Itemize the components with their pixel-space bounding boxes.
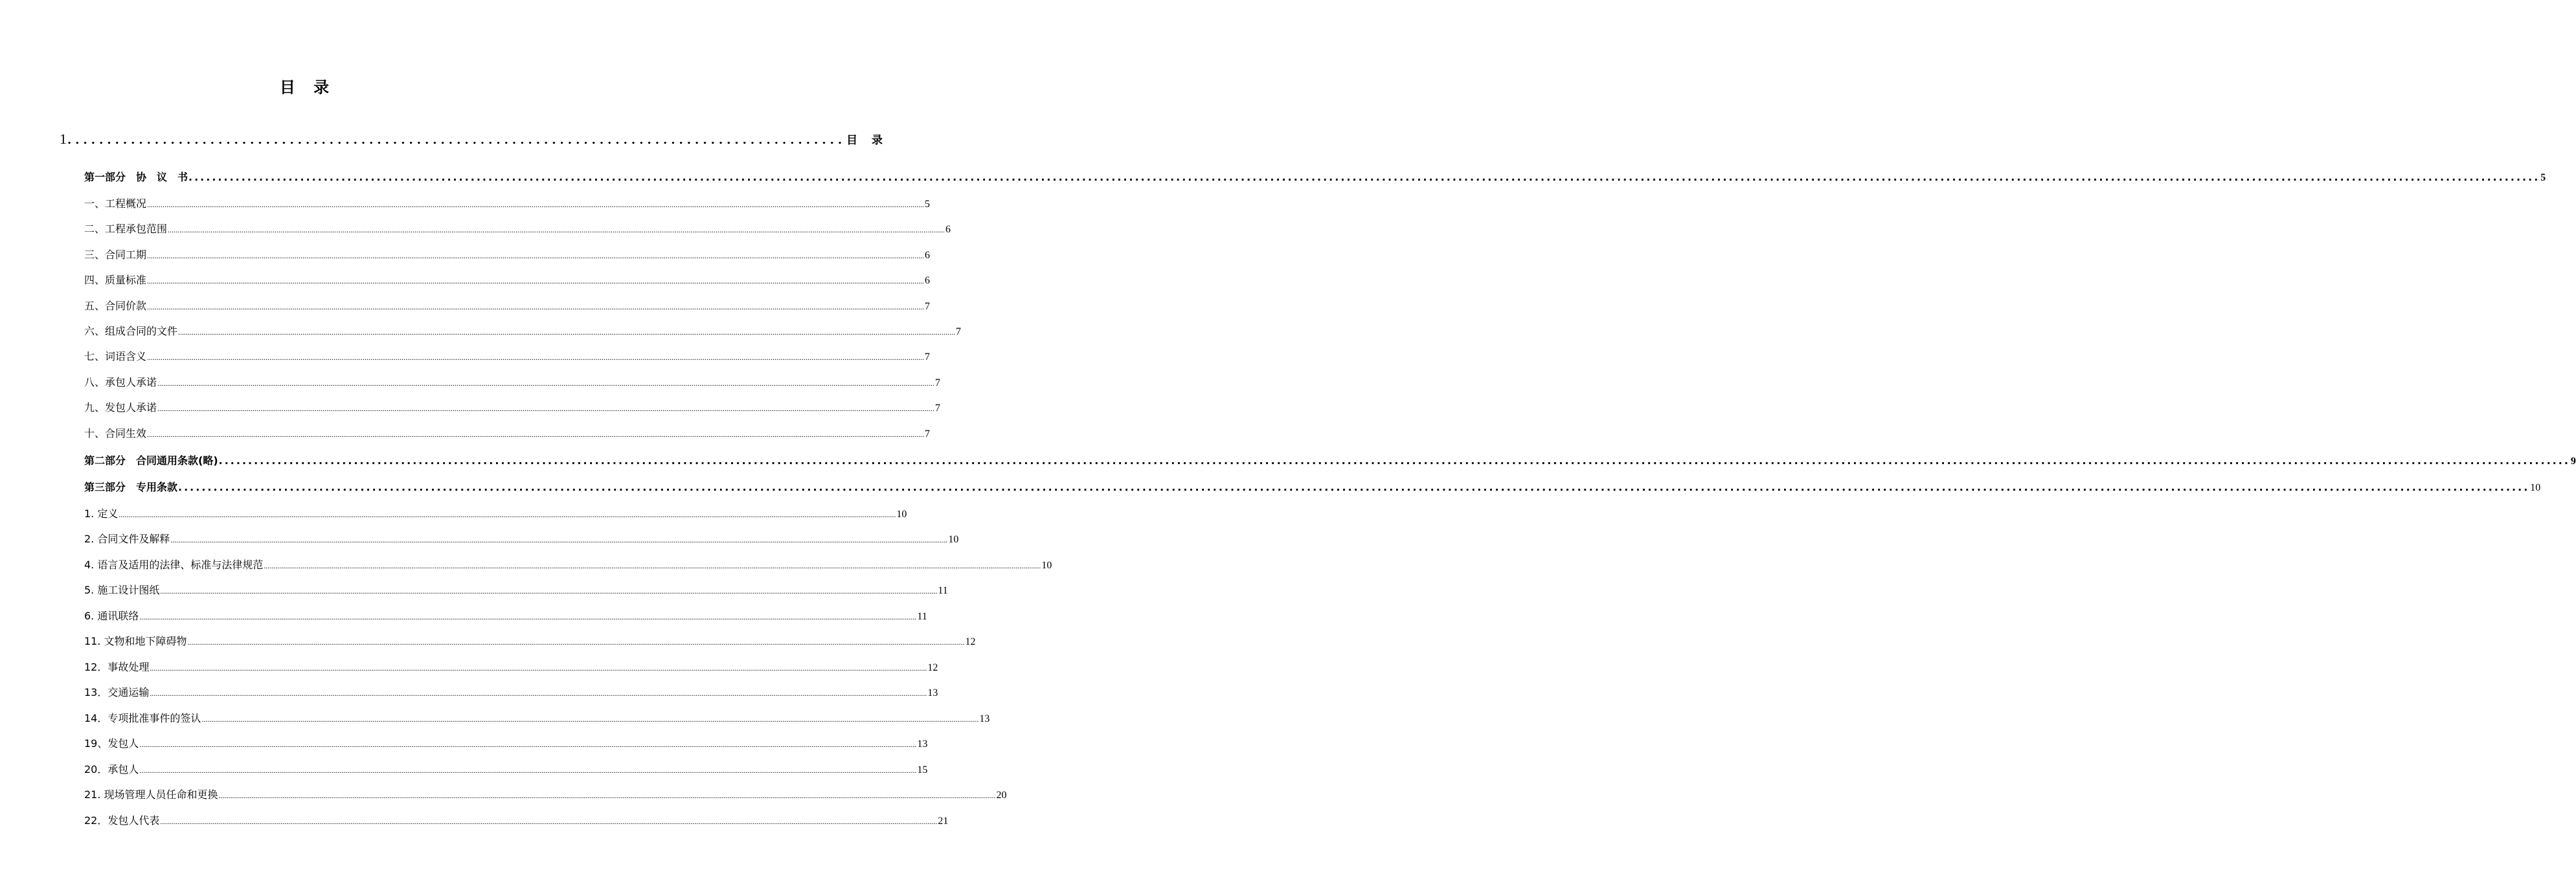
dot-leader: ................................................................................................................................................................................................................................................................................................................................................................................................................	[218, 454, 2570, 467]
toc-entry[interactable]	[84, 633, 976, 650]
toc-entry-page: 9	[2570, 456, 2576, 467]
toc-entry-page: 21	[938, 816, 949, 827]
toc-entry[interactable]	[84, 608, 927, 625]
toc-entry[interactable]	[84, 195, 931, 212]
toc-entry-page: 10	[948, 534, 959, 545]
dot-leader: ................................................................................................................................................................................................................................................................................................................................................................................................................	[139, 766, 917, 775]
dot-leader: ..................................................................................................	[67, 133, 846, 147]
toc-entry-label: 19、发包人	[84, 737, 139, 750]
dot-leader: ................................................................................................................................................................................................................................................................................................................................................................................................................	[147, 430, 925, 439]
toc-entry[interactable]	[84, 247, 931, 263]
toc-entry-label: 七、词语含义	[84, 350, 147, 362]
toc-entry[interactable]	[84, 761, 928, 778]
toc-entry[interactable]	[84, 323, 962, 340]
toc-entry-label: 五、合同价款	[84, 300, 147, 312]
toc-entry[interactable]	[84, 272, 931, 289]
toc-entry[interactable]	[84, 659, 938, 676]
dot-leader: ................................................................................................................................................................................................................................................................................................................................................................................................................	[178, 328, 956, 337]
toc-head-entry[interactable]	[60, 131, 888, 153]
toc-entry[interactable]	[84, 710, 990, 727]
dot-leader: ................................................................................................................................................................................................................................................................................................................................................................................................................	[147, 251, 925, 260]
toc-entry[interactable]	[84, 425, 931, 442]
toc-entry[interactable]	[84, 374, 941, 391]
toc-title: 目 录	[279, 78, 336, 96]
dot-leader: ................................................................................................................................................................................................................................................................................................................................................................................................................	[150, 664, 927, 673]
toc-entry-label: 14．专项批准事件的签认	[84, 712, 201, 724]
dot-leader: ................................................................................................................................................................................................................................................................................................................................................................................................................	[178, 481, 2530, 493]
toc-part-entry[interactable]	[84, 452, 2576, 471]
toc-entry-page: 7	[925, 301, 931, 312]
toc-entry[interactable]	[84, 684, 938, 701]
dot-leader: ................................................................................................................................................................................................................................................................................................................................................................................................................	[160, 586, 938, 596]
toc-entry-page: 20	[996, 790, 1007, 801]
toc-entry-page: 10	[2530, 482, 2541, 493]
dot-leader: ................................................................................................................................................................................................................................................................................................................................................................................................................	[147, 302, 925, 311]
toc-entry[interactable]	[84, 812, 949, 829]
toc-entry-page: 13	[979, 713, 990, 724]
toc-head-label: 1	[60, 131, 67, 147]
toc-entry[interactable]	[84, 298, 931, 315]
toc-entry-page: 5	[925, 199, 931, 210]
toc-entry-label: 九、发包人承诺	[84, 401, 157, 414]
toc-entry-label: 11. 文物和地下障碍物	[84, 635, 187, 647]
toc-entry-label: 21. 现场管理人员任命和更换	[84, 788, 218, 801]
toc-entry-label: 二、工程承包范围	[84, 223, 168, 235]
toc-head-page: 目 录	[846, 134, 888, 147]
toc-entry[interactable]	[84, 786, 1007, 803]
dot-leader: ................................................................................................................................................................................................................................................................................................................................................................................................................	[218, 791, 996, 800]
toc-entry-label: 20．承包人	[84, 763, 139, 775]
toc-entry-page: 5	[2540, 172, 2546, 183]
toc-entry[interactable]	[84, 348, 931, 365]
dot-leader: ................................................................................................................................................................................................................................................................................................................................................................................................................	[119, 510, 896, 519]
dot-leader: ................................................................................................................................................................................................................................................................................................................................................................................................................	[147, 276, 925, 285]
dot-leader: ................................................................................................................................................................................................................................................................................................................................................................................................................	[157, 404, 935, 413]
dot-leader: ................................................................................................................................................................................................................................................................................................................................................................................................................	[170, 535, 948, 544]
toc-entry-page: 6	[945, 224, 951, 235]
toc-entry-label: 4. 语言及适用的法律、标准与法律规范	[84, 559, 264, 571]
dot-leader: ................................................................................................................................................................................................................................................................................................................................................................................................................	[187, 638, 965, 647]
toc-entry-page: 12	[965, 636, 976, 647]
toc-part-entry[interactable]	[84, 479, 2541, 497]
toc-entry-label: 第一部分 协 议 书	[84, 171, 188, 183]
toc-entry-label: 一、工程概况	[84, 197, 147, 210]
toc-entry-label: 六、组成合同的文件	[84, 325, 178, 337]
toc-entry-page: 11	[917, 611, 927, 622]
toc-entry-page: 11	[938, 585, 948, 596]
dot-leader: ................................................................................................................................................................................................................................................................................................................................................................................................................	[147, 200, 925, 209]
dot-leader: ................................................................................................................................................................................................................................................................................................................................................................................................................	[201, 715, 979, 724]
toc-entry-label: 三、合同工期	[84, 249, 147, 261]
toc-entry-label: 十、合同生效	[84, 427, 147, 440]
toc-entry-page: 15	[917, 764, 928, 775]
toc-entry-page: 6	[925, 275, 931, 286]
toc-entry-page: 13	[917, 739, 928, 750]
toc-entry[interactable]	[84, 582, 948, 599]
toc-entry-label: 八、承包人承诺	[84, 376, 157, 388]
toc-entry-label: 1. 定义	[84, 508, 119, 520]
dot-leader: ................................................................................................................................................................................................................................................................................................................................................................................................................	[264, 561, 1041, 570]
dot-leader: ................................................................................................................................................................................................................................................................................................................................................................................................................	[150, 689, 927, 698]
toc-entry-label: 四、质量标准	[84, 274, 147, 286]
toc-entry-label: 5. 施工设计图纸	[84, 584, 160, 596]
toc-entry-page: 13	[927, 687, 938, 698]
toc-entry[interactable]	[84, 506, 907, 522]
dot-leader: ................................................................................................................................................................................................................................................................................................................................................................................................................	[160, 817, 938, 826]
toc-entry[interactable]	[84, 735, 928, 752]
toc-entry-page: 7	[935, 403, 941, 414]
toc-entry-page: 10	[896, 509, 907, 520]
toc-entry-label: 13．交通运输	[84, 686, 150, 698]
toc-entry-label: 第二部分 合同通用条款(略)	[84, 454, 218, 467]
toc-entry-page: 7	[925, 429, 931, 440]
toc-entry-label: 12．事故处理	[84, 661, 150, 673]
toc-entry-page: 7	[925, 351, 931, 362]
toc-entry-label: 2. 合同文件及解释	[84, 533, 170, 545]
dot-leader: ................................................................................................................................................................................................................................................................................................................................................................................................................	[157, 379, 935, 388]
toc-entry-label: 6. 通讯联络	[84, 610, 139, 622]
dot-leader: ................................................................................................................................................................................................................................................................................................................................................................................................................	[188, 171, 2540, 183]
toc-entry-page: 10	[1041, 560, 1052, 571]
dot-leader: ................................................................................................................................................................................................................................................................................................................................................................................................................	[168, 225, 945, 234]
toc-entry[interactable]	[84, 531, 959, 548]
toc-part-entry[interactable]	[84, 169, 2546, 187]
dot-leader: ................................................................................................................................................................................................................................................................................................................................................................................................................	[139, 740, 917, 749]
toc-entry[interactable]	[84, 399, 941, 416]
dot-leader: ................................................................................................................................................................................................................................................................................................................................................................................................................	[139, 612, 917, 621]
toc-entry-label: 22．发包人代表	[84, 814, 160, 827]
toc-entry-page: 12	[927, 662, 938, 673]
toc-entry-page: 7	[935, 377, 941, 388]
toc-entry[interactable]	[84, 557, 1052, 574]
toc-entry[interactable]	[84, 221, 951, 238]
toc-entry-page: 7	[956, 326, 962, 337]
dot-leader: ................................................................................................................................................................................................................................................................................................................................................................................................................	[147, 353, 925, 362]
toc-entry-page: 6	[925, 250, 931, 261]
toc-entry-label: 第三部分 专用条款	[84, 481, 178, 493]
